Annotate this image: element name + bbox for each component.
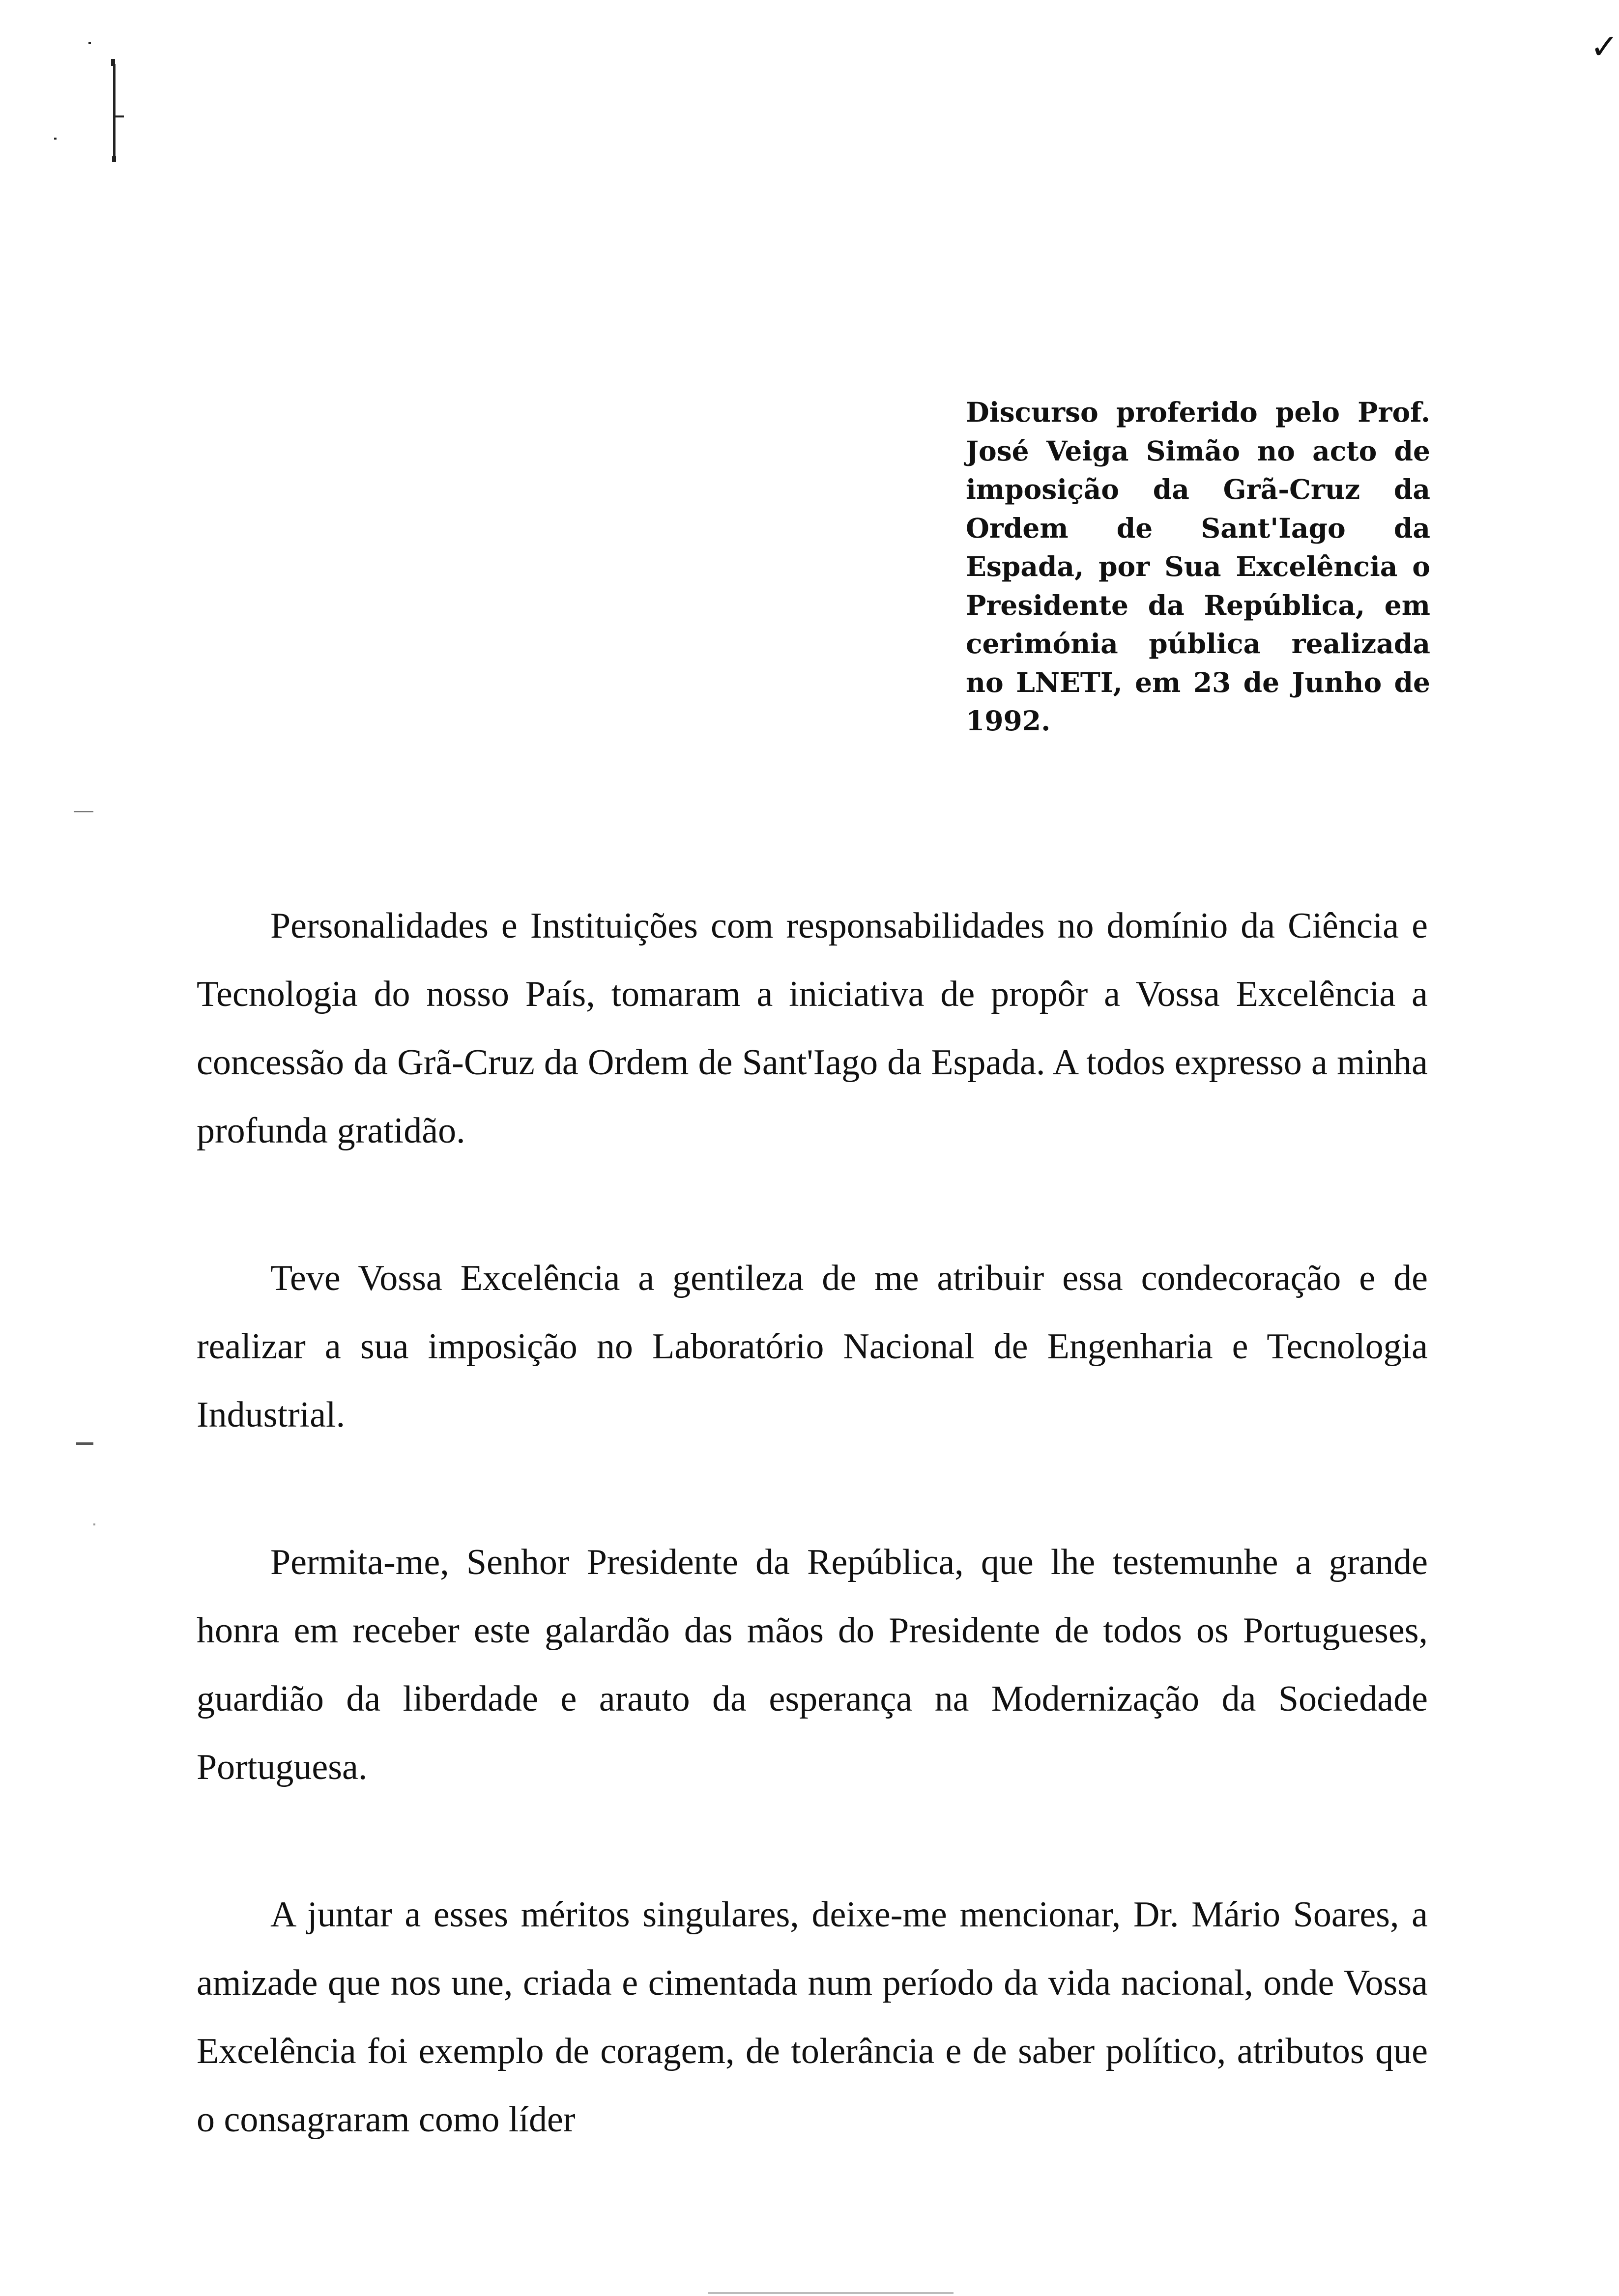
paragraph: Personalidades e Instituições com responsabilidades no domínio da Ciência e Tecnologia do nosso País, tomaram a iniciativa de propôr a Vossa Excelência a concessão da Grã-Cruz da Ordem de Sant'Iago da Espada. A todos expresso a minha profunda gratidão.	[197, 906, 1428, 1151]
scan-mark	[111, 59, 115, 66]
scan-mark	[112, 156, 116, 162]
scan-mark	[114, 115, 124, 117]
scan-mark	[54, 138, 57, 140]
scan-mark	[88, 42, 91, 44]
scan-edge-line	[708, 2292, 954, 2294]
speech-caption: Discurso proferido pelo Prof. José Veiga Simão no acto de imposição da Grã-Cruz da Ordem de Sant'Iago da Espada, por Sua Excelência o Presidente da República, em cerimónia pública realizada no LNETI, em 23 de Junho de 1992.	[966, 396, 1430, 737]
paragraph: Teve Vossa Excelência a gentileza de me atribuir essa condecoração e de realizar a sua imposição no Laboratório Nacional de Engenharia e Tecnologia Industrial.	[197, 1258, 1428, 1435]
paragraph: Permita-me, Senhor Presidente da República, que lhe testemunhe a grande honra em receber este galardão das mãos do Presidente de todos os Portugueses, guardião da liberdade e arauto da esperança na Modernização da Sociedade Portuguesa.	[197, 1542, 1428, 1787]
scan-mark	[113, 64, 116, 162]
corner-check-mark-icon: ✓	[1590, 27, 1619, 67]
speech-body	[197, 892, 1428, 2233]
scan-mark	[93, 1523, 95, 1525]
scan-mark	[74, 811, 93, 812]
scan-mark	[76, 1442, 93, 1445]
paragraph: A juntar a esses méritos singulares, deixe-me mencionar, Dr. Mário Soares, a amizade que nos une, criada e cimentada num período da vida nacional, onde Vossa Excelência foi exemplo de coragem, de tolerância e de saber político, atributos que o consagraram como líder	[197, 1894, 1428, 2140]
